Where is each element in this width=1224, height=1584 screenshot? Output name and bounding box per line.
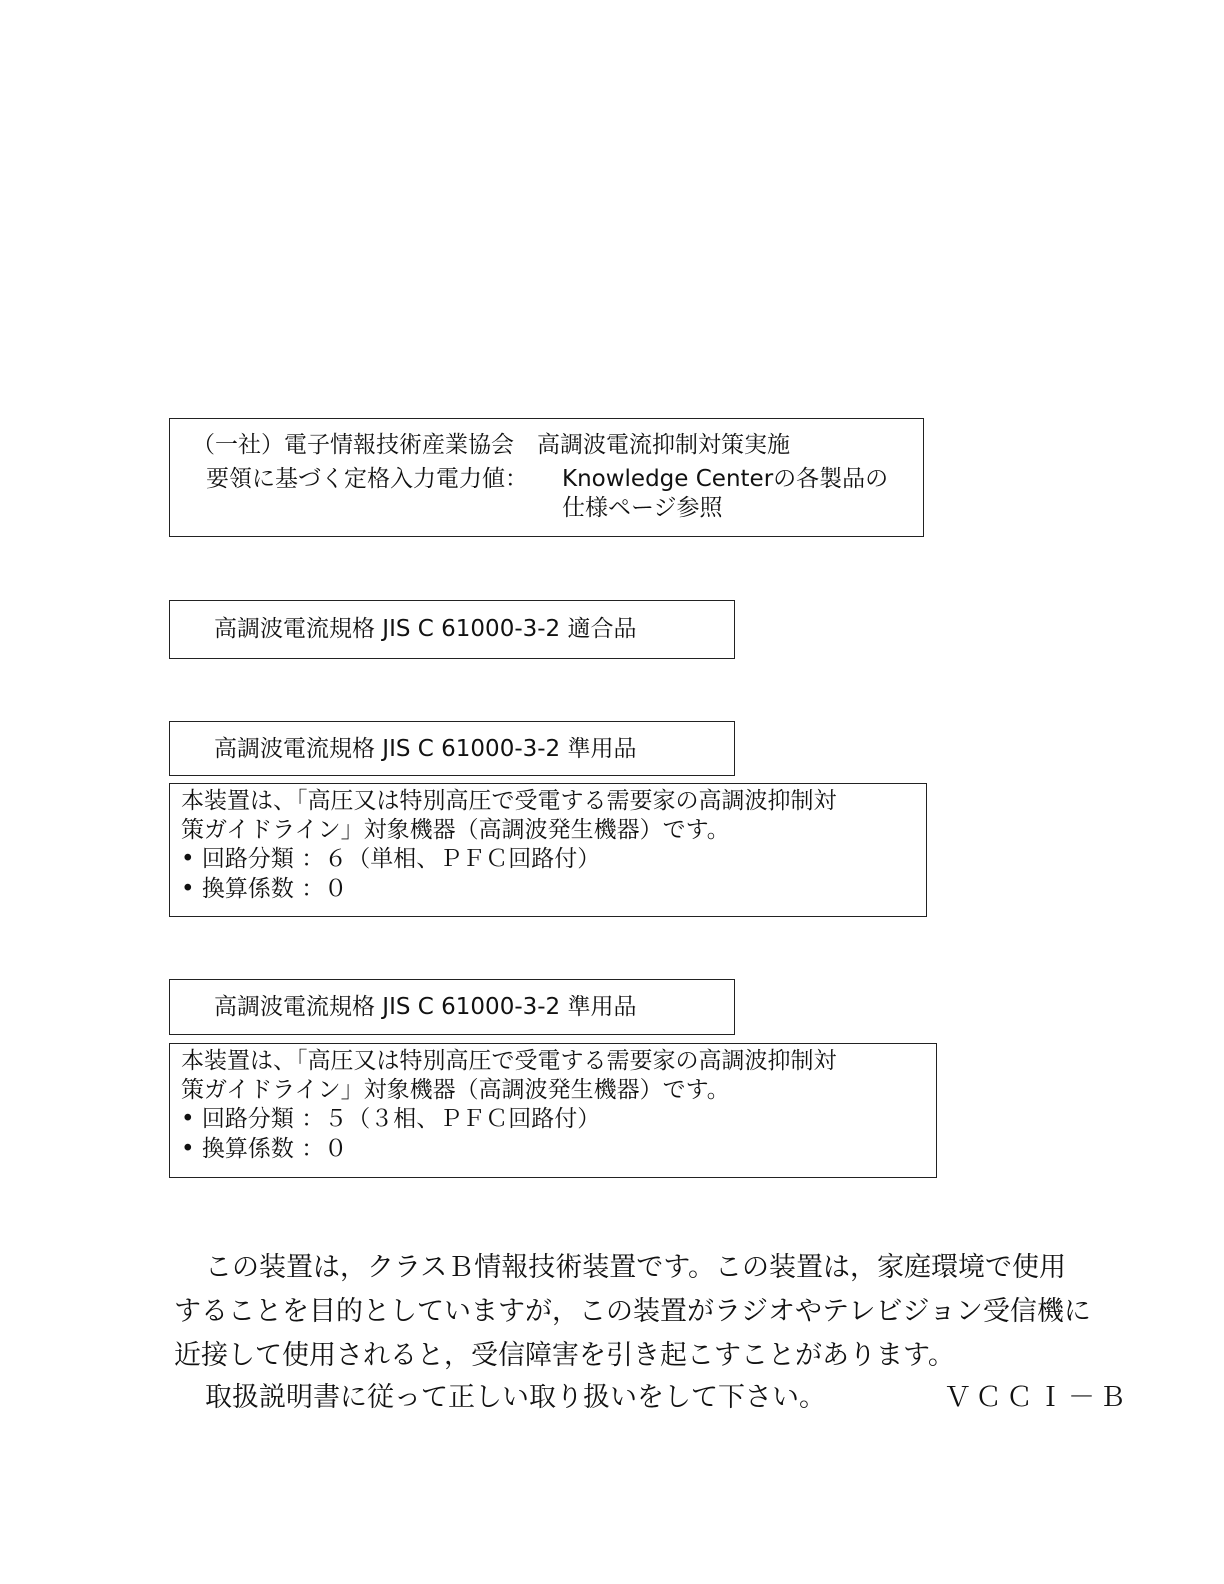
- vcci-notice-line-3: 近接して使用されると，受信障害を引き起こすことがあります。: [174, 1340, 955, 1371]
- vcci-notice-line-2: することを目的としていますが，この装置がラジオやテレビジョン受信機に: [174, 1296, 1091, 1327]
- harmonic-standard-conformance-box: [169, 600, 735, 659]
- vcci-notice-line-1: この装置は，クラスＢ情報技術装置です。この装置は，家庭環境で使用: [205, 1252, 1067, 1283]
- jeita-rated-power-value: Knowledge Centerの各製品の: [562, 466, 889, 492]
- jeita-rated-power-box: [169, 418, 924, 537]
- jeita-title-line: （一社）電子情報技術産業協会 高調波電流抑制対策実施: [192, 432, 790, 458]
- harmonic-standard-applicable-box-single-phase: [169, 721, 735, 776]
- vcci-class-mark: ＶＣＣＩ－Ｂ: [944, 1382, 1130, 1413]
- guideline-text-line-1: 本装置は、「高圧又は特別高圧で受電する需要家の高調波抑制対: [181, 1048, 837, 1074]
- harmonic-standard-title: 高調波電流規格 JIS C 61000-3-2 適合品: [214, 616, 637, 642]
- harmonic-guideline-detail-single-phase: [169, 783, 927, 917]
- vcci-notice-line-4: 取扱説明書に従って正しい取り扱いをして下さい。: [205, 1382, 826, 1413]
- guideline-text-line-2: 策ガイドライン」対象機器（高調波発生機器）です。: [181, 817, 730, 843]
- guideline-text-line-1: 本装置は、「高圧又は特別高圧で受電する需要家の高調波抑制対: [181, 788, 837, 814]
- jeita-rated-power-label: 要領に基づく定格入力電力値：: [206, 466, 528, 492]
- harmonic-standard-title: 高調波電流規格 JIS C 61000-3-2 準用品: [214, 736, 637, 762]
- harmonic-standard-applicable-box-three-phase: [169, 979, 735, 1035]
- guideline-text-line-2: 策ガイドライン」対象機器（高調波発生機器）です。: [181, 1077, 730, 1103]
- conversion-factor-item: • 換算係数 ：０: [181, 1136, 348, 1162]
- conversion-factor-item: • 換算係数 ：０: [181, 876, 348, 902]
- harmonic-guideline-detail-three-phase: [169, 1043, 937, 1178]
- harmonic-standard-title: 高調波電流規格 JIS C 61000-3-2 準用品: [214, 994, 637, 1020]
- circuit-class-item: • 回路分類 ：５（３相、ＰＦＣ回路付）: [181, 1106, 601, 1132]
- jeita-rated-power-value-cont: 仕様ページ参照: [562, 495, 723, 521]
- circuit-class-item: • 回路分類 ：６（単相、ＰＦＣ回路付）: [181, 846, 601, 872]
